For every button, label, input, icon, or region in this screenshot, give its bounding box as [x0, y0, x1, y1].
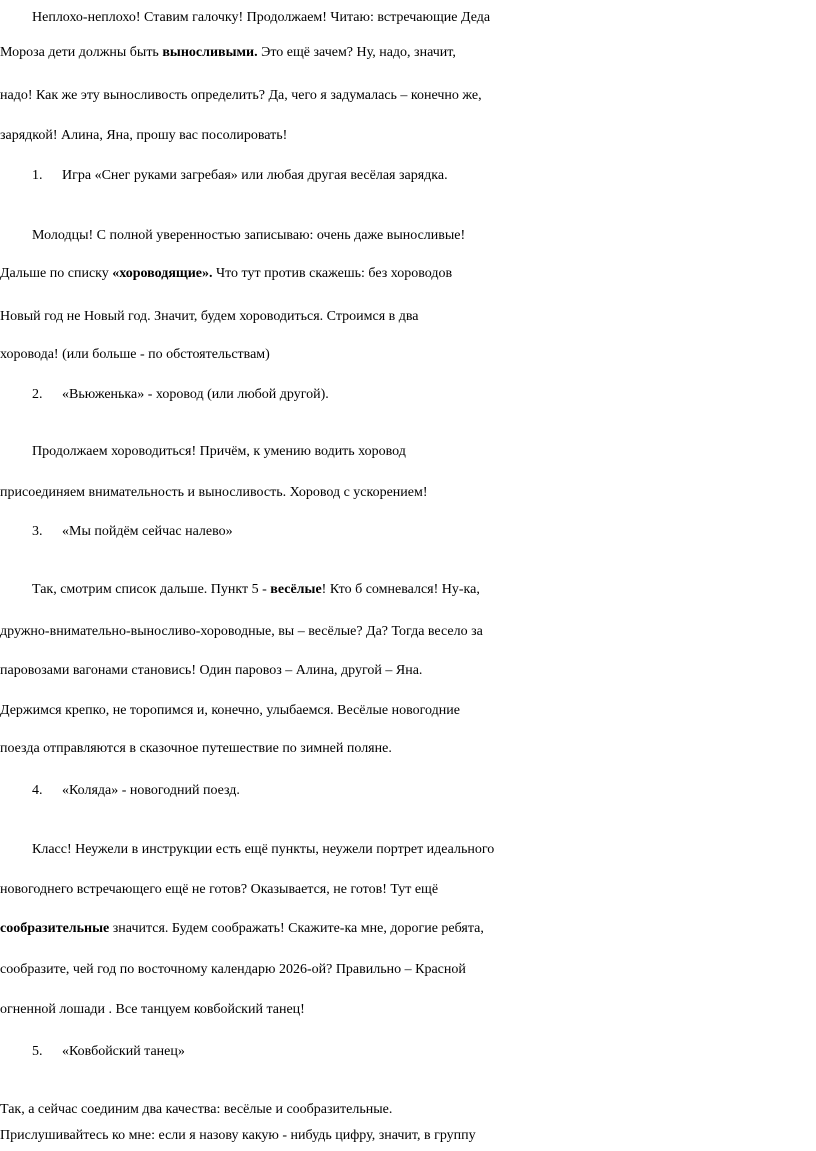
text-line — [0, 41, 816, 65]
text-span: Неплохо-неплохо! Ставим галочку! Продолжаем! Читаю: встречающие Деда — [32, 10, 491, 25]
text-span: Молодцы! С полной уверенностью записываю: очень даже выносливые! — [32, 228, 466, 243]
text-span: Так, смотрим список дальше. Пункт 5 - — [32, 582, 271, 597]
list-number: 3. — [32, 524, 43, 539]
text-line — [0, 1124, 816, 1148]
text-line — [0, 659, 816, 683]
list-item-text: «Мы пойдём сейчас налево» — [62, 524, 233, 539]
list-item — [0, 520, 816, 544]
text-span: Что тут против скажешь: без хороводов — [212, 266, 453, 281]
bold-term: сообразительные — [0, 921, 110, 936]
text-span: сообразите, чей год по восточному календарю 2026-ой? Правильно – Красной — [0, 962, 466, 977]
text-line — [0, 124, 816, 148]
text-line — [0, 224, 816, 248]
text-span: Новый год не Новый год. Значит, будем хороводиться. Строимся в два — [0, 309, 419, 324]
list-item — [0, 164, 816, 188]
bold-term: весёлые — [270, 582, 322, 597]
list-item-text: «Ковбойский танец» — [62, 1044, 185, 1059]
text-span: значится. Будем соображать! Скажите-ка мне, дорогие ребята, — [109, 921, 484, 936]
list-number: 2. — [32, 387, 43, 402]
text-span: Держимся крепко, не торопимся и, конечно, улыбаемся. Весёлые новогодние — [0, 703, 460, 718]
text-span: Так, а сейчас соединим два качества: весёлые и сообразительные. — [0, 1102, 393, 1117]
text-span: новогоднего встречающего ещё не готов? Оказывается, не готов! Тут ещё — [0, 882, 439, 897]
text-span: Прислушивайтесь ко мне: если я назову какую - нибудь цифру, значит, в группу — [0, 1128, 476, 1143]
text-span: Это ещё зачем? Ну, надо, значит, — [257, 45, 456, 60]
list-item-text: «Коляда» - новогодний поезд. — [62, 783, 240, 798]
text-line — [0, 305, 816, 329]
text-line — [0, 838, 816, 862]
text-line — [0, 917, 816, 941]
text-line — [0, 620, 816, 644]
text-span: ! Кто б сомневался! Ну-ка, — [321, 582, 480, 597]
text-line — [0, 878, 816, 902]
text-line — [0, 84, 816, 108]
text-span: огненной лошади . Все танцуем ковбойский танец! — [0, 1002, 305, 1017]
text-line — [0, 958, 816, 982]
text-line — [0, 481, 816, 505]
text-span: дружно-внимательно-выносливо-хороводные, вы – весёлые? Да? Тогда весело за — [0, 624, 483, 639]
text-span: зарядкой! Алина, Яна, прошу вас посолировать! — [0, 128, 288, 143]
text-span: Класс! Неужели в инструкции есть ещё пункты, неужели портрет идеального — [32, 842, 495, 857]
text-line — [0, 737, 816, 761]
list-number: 5. — [32, 1044, 43, 1059]
text-span: Мороза дети должны быть — [0, 45, 163, 60]
text-line — [0, 343, 816, 367]
text-span: присоединяем внимательность и выносливость. Хоровод с ускорением! — [0, 485, 428, 500]
bold-term: выносливыми. — [162, 45, 258, 60]
text-span: надо! Как же эту выносливость определить? Да, чего я задумалась – конечно же, — [0, 88, 482, 103]
list-item — [0, 779, 816, 803]
text-line — [0, 1098, 816, 1122]
text-line — [0, 699, 816, 723]
bold-term: «хороводящие». — [112, 266, 213, 281]
text-span: Дальше по списку — [0, 266, 113, 281]
list-number: 4. — [32, 783, 43, 798]
list-item — [0, 1040, 816, 1064]
text-span: поезда отправляются в сказочное путешествие по зимней поляне. — [0, 741, 392, 756]
text-line — [0, 440, 816, 464]
text-span: хоровода! (или больше - по обстоятельствам) — [0, 347, 270, 362]
text-line — [0, 578, 816, 602]
list-item-text: «Вьюженька» - хоровод (или любой другой). — [62, 387, 329, 402]
text-line — [0, 998, 816, 1022]
text-span: паровозами вагонами становись! Один паровоз – Алина, другой – Яна. — [0, 663, 423, 678]
text-line — [0, 6, 816, 30]
text-line — [0, 262, 816, 286]
list-item-text: Игра «Снег руками загребая» или любая другая весёлая зарядка. — [62, 168, 448, 183]
text-span: Продолжаем хороводиться! Причём, к умению водить хоровод — [32, 444, 406, 459]
list-item — [0, 383, 816, 407]
list-number: 1. — [32, 168, 43, 183]
